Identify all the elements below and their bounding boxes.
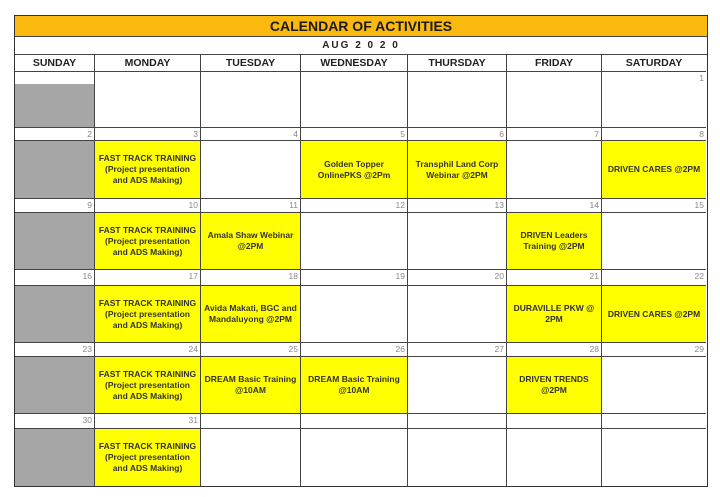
day-cell[interactable] [602, 213, 706, 270]
event-cell[interactable]: DRIVEN Leaders Training @2PM [507, 213, 602, 270]
date-number: 10 [95, 199, 201, 213]
sunday-cell[interactable] [15, 357, 95, 414]
event-row [15, 286, 707, 343]
date-row [15, 414, 707, 429]
date-number: 5 [301, 128, 408, 141]
event-row [15, 213, 707, 270]
day-cell[interactable] [507, 141, 602, 199]
date-number: 9 [15, 199, 95, 213]
date-number: 14 [507, 199, 602, 213]
calendar [14, 15, 708, 487]
day-cell[interactable] [301, 84, 408, 128]
date-number: 15 [602, 199, 706, 213]
day-header-saturday: SATURDAY [602, 55, 706, 72]
sunday-cell[interactable] [15, 141, 95, 199]
date-number: 31 [95, 414, 201, 429]
event-row [15, 357, 707, 414]
event-row [15, 141, 707, 199]
sunday-cell[interactable] [15, 84, 95, 128]
sunday-cell[interactable] [15, 429, 95, 486]
day-cell[interactable] [602, 429, 706, 486]
day-cell[interactable] [602, 357, 706, 414]
day-header-wednesday: WEDNESDAY [301, 55, 408, 72]
date-number: 28 [507, 343, 602, 357]
date-number: 8 [602, 128, 706, 141]
event-cell[interactable]: DURAVILLE PKW @ 2PM [507, 286, 602, 343]
date-number: 24 [95, 343, 201, 357]
date-number: 6 [408, 128, 507, 141]
day-cell[interactable] [507, 84, 602, 128]
date-number: 12 [301, 199, 408, 213]
date-number [301, 414, 408, 429]
event-cell[interactable]: Transphil Land Corp Webinar @2PM [408, 141, 507, 199]
date-number: 17 [95, 270, 201, 286]
date-number [507, 414, 602, 429]
date-number: 3 [95, 128, 201, 141]
day-cell[interactable] [408, 357, 507, 414]
day-cell[interactable] [408, 213, 507, 270]
date-number: 22 [602, 270, 706, 286]
event-cell[interactable]: Golden Topper OnlinePKS @2Pm [301, 141, 408, 199]
date-number: 13 [408, 199, 507, 213]
event-cell[interactable]: FAST TRACK TRAINING (Project presentation and ADS Making) [95, 357, 201, 414]
day-cell[interactable] [408, 429, 507, 486]
date-number [201, 414, 301, 429]
event-cell[interactable]: DREAM Basic Training @10AM [201, 357, 301, 414]
day-cell[interactable] [201, 429, 301, 486]
date-number: 7 [507, 128, 602, 141]
date-number: 21 [507, 270, 602, 286]
date-number: 26 [301, 343, 408, 357]
day-cell[interactable] [95, 84, 201, 128]
weeks-container [15, 72, 707, 486]
calendar-title: CALENDAR OF ACTIVITIES [15, 16, 707, 37]
event-cell[interactable]: Amala Shaw Webinar @2PM [201, 213, 301, 270]
event-cell[interactable]: DRIVEN CARES @2PM [602, 141, 706, 199]
date-number [602, 414, 706, 429]
date-number [408, 414, 507, 429]
event-row [15, 84, 707, 128]
month-label: AUG 2 0 2 0 [15, 37, 707, 55]
event-cell[interactable]: DREAM Basic Training @10AM [301, 357, 408, 414]
day-cell[interactable] [301, 286, 408, 343]
sunday-cell[interactable] [15, 286, 95, 343]
day-cell[interactable] [602, 84, 706, 128]
day-header-monday: MONDAY [95, 55, 201, 72]
date-row [15, 72, 707, 84]
day-cell[interactable] [301, 429, 408, 486]
date-row [15, 128, 707, 141]
event-row [15, 429, 707, 486]
date-number: 19 [301, 270, 408, 286]
date-number: 11 [201, 199, 301, 213]
day-cell[interactable] [507, 429, 602, 486]
day-cell[interactable] [408, 286, 507, 343]
day-header-sunday: SUNDAY [15, 55, 95, 72]
day-header-tuesday: TUESDAY [201, 55, 301, 72]
date-number: 16 [15, 270, 95, 286]
date-row [15, 343, 707, 357]
day-cell[interactable] [301, 213, 408, 270]
date-number: 23 [15, 343, 95, 357]
event-cell[interactable]: Avida Makati, BGC and Mandaluyong @2PM [201, 286, 301, 343]
date-number: 27 [408, 343, 507, 357]
date-number: 30 [15, 414, 95, 429]
day-cell[interactable] [201, 84, 301, 128]
date-number: 2 [15, 128, 95, 141]
date-number: 20 [408, 270, 507, 286]
date-number: 25 [201, 343, 301, 357]
date-number: 18 [201, 270, 301, 286]
day-cell[interactable] [201, 141, 301, 199]
event-cell[interactable]: FAST TRACK TRAINING (Project presentation and ADS Making) [95, 141, 201, 199]
date-number: 29 [602, 343, 706, 357]
sunday-cell[interactable] [15, 213, 95, 270]
event-cell[interactable]: FAST TRACK TRAINING (Project presentation and ADS Making) [95, 213, 201, 270]
day-header-row [15, 55, 707, 72]
date-number: 4 [201, 128, 301, 141]
date-row [15, 199, 707, 213]
day-cell[interactable] [408, 84, 507, 128]
date-number: 1 [602, 72, 706, 85]
day-header-friday: FRIDAY [507, 55, 602, 72]
day-header-thursday: THURSDAY [408, 55, 507, 72]
event-cell[interactable]: DRIVEN TRENDS @2PM [507, 357, 602, 414]
event-cell[interactable]: DRIVEN CARES @2PM [602, 286, 706, 343]
event-cell[interactable]: FAST TRACK TRAINING (Project presentation and ADS Making) [95, 286, 201, 343]
date-row [15, 270, 707, 286]
event-cell[interactable]: FAST TRACK TRAINING (Project presentation and ADS Making) [95, 429, 201, 486]
